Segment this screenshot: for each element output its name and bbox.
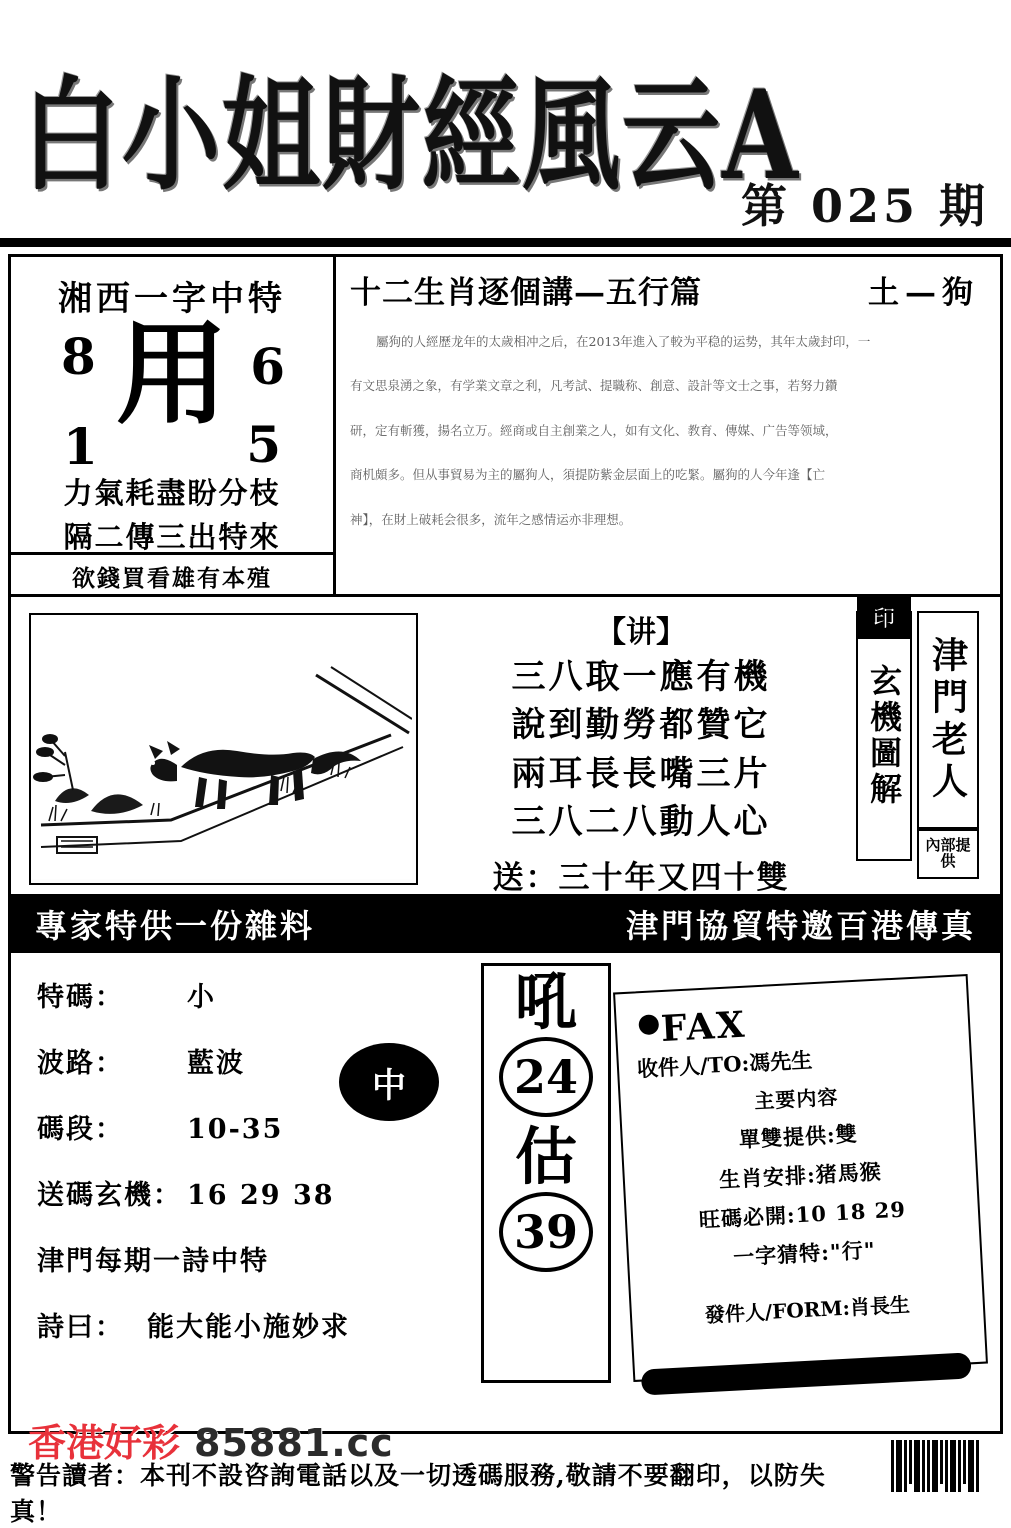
content-frame: [8, 254, 1003, 1434]
list-item: [37, 1239, 467, 1278]
tip-value: 10-35: [187, 1114, 284, 1145]
verse-line: 三八二八動人心: [511, 801, 771, 842]
tip-value: 藍波: [187, 1048, 245, 1079]
fax-title: FAX: [659, 1003, 748, 1051]
watermark-brand: 香港好彩: [28, 1421, 181, 1465]
warning-note: 警告讀者：本刊不設咨詢電話以及一切透碼服務,敬請不要翻印，以防失真！: [10, 1461, 826, 1526]
article-subtitle: 土—狗: [868, 275, 979, 311]
vertical-label-laoren: 津門老人: [917, 611, 979, 829]
fax-line: 一字猜特:"行": [732, 1237, 877, 1270]
fax-line: 旺碼必開:10 18 29: [698, 1196, 907, 1233]
prediction-number-bottom-left: 1: [63, 417, 98, 476]
tip-key: 特碼：: [37, 982, 124, 1013]
internal-supply-badge: 內部提供: [917, 829, 979, 879]
article-section: [336, 257, 1003, 597]
watermark-site: 85881.cc: [194, 1421, 394, 1465]
prediction-number-top-left: 8: [61, 327, 96, 386]
verse-line: 兩耳長長嘴三片: [511, 753, 771, 794]
fax-line: 單雙提供:雙: [738, 1120, 859, 1153]
prediction-title: 湘西一字中特: [58, 279, 286, 319]
tip-key: 津門每期一詩中特: [37, 1246, 269, 1277]
fox-illustration: [31, 615, 412, 879]
verse-send-line: 送：三十年又四十雙: [492, 860, 790, 897]
article-body: [350, 326, 989, 535]
publication-title: 白小姐財經風云A: [22, 64, 801, 208]
column-word-top: 吼: [514, 965, 577, 1038]
issue-number: 第 025 期: [740, 179, 989, 233]
tip-key: 碼段：: [37, 1114, 124, 1145]
banner-right-text: 津門協貿特邀百港傳真: [625, 906, 976, 945]
number-column: [481, 963, 611, 1383]
verse-block: [441, 607, 841, 897]
tip-key: 詩曰：: [37, 1312, 124, 1343]
fax-scroll: [613, 974, 988, 1382]
fax-bullet-icon: [638, 1014, 659, 1035]
watermark: [28, 1412, 394, 1467]
article-title: 十二生肖逐個講—五行篇: [350, 275, 702, 311]
verse-heading: 【讲】: [596, 615, 686, 650]
illustration-frame: [29, 613, 418, 885]
prediction-number-top-right: 6: [250, 337, 285, 396]
tip-value: 能大能小施妙求: [147, 1312, 350, 1343]
article-header: [350, 267, 989, 312]
page-footer: [0, 1421, 1011, 1526]
prediction-box: [11, 257, 336, 597]
tip-value: 16 29 38: [187, 1180, 335, 1211]
seal-stamp-icon: 印: [857, 595, 911, 639]
list-item: [37, 1305, 467, 1344]
column-number-bottom: 39: [499, 1192, 593, 1272]
header-divider: [0, 238, 1011, 247]
column-number-top: 24: [499, 1037, 593, 1117]
article-paragraph: 研，定有斬獲，揚名立万。經商或自主創業之人，如有文化、教育、傳媒、广告等领域，: [350, 422, 838, 438]
banner-left-text: 專家特供一份雜料: [35, 906, 316, 945]
verse-line: 說到勤勞都贊它: [511, 705, 771, 746]
masthead: [0, 0, 1011, 248]
tips-list: [37, 975, 467, 1371]
fax-main-label: 主要内容: [753, 1084, 839, 1114]
prediction-center-character: 用: [116, 309, 228, 440]
prediction-line-1: 力氣耗盡盼分枝: [63, 476, 281, 510]
column-word-bottom: 估: [514, 1120, 577, 1194]
fax-line: 生肖安排:猪馬猴: [718, 1158, 883, 1193]
prediction-footer: 欲錢買看雄有本殖: [11, 552, 333, 597]
article-paragraph: 屬狗的人經歷龙年的太歲相冲之后，在2013年進入了較为平稳的运势，其年太歲封印，一: [376, 334, 871, 349]
emblem-icon: [339, 1043, 439, 1121]
list-item: [37, 975, 467, 1014]
verse-line: 三八取一應有機: [511, 657, 771, 697]
tip-key: 波路：: [37, 1048, 124, 1079]
vertical-label-xuanji: 玄機圖解: [856, 611, 912, 861]
prediction-number-bottom-right: 5: [246, 415, 281, 474]
black-banner: [11, 897, 1000, 953]
prediction-line-2: 隔二傳三出特來: [63, 520, 281, 554]
article-paragraph: 商机頗多。但从事貿易为主的屬狗人，須提防紫金层面上的吃緊。屬狗的人今年逢【亡: [350, 467, 826, 483]
middle-band: [11, 597, 1000, 897]
tip-value: 小: [187, 982, 216, 1013]
article-paragraph: 神】，在財上破耗会很多，流年之感情运亦非理想。: [350, 511, 632, 527]
bottom-panel: [11, 953, 1000, 1431]
barcode: [891, 1440, 1001, 1492]
article-paragraph: 有文思泉湧之象，有学業文章之利，凡考試、提職称、創意、設計等文士之事，若努力鑽: [350, 378, 838, 394]
fax-recipient: 收件人/TO:馮先生: [636, 1047, 813, 1082]
list-item: [37, 1173, 467, 1212]
fax-sender: 發件人/FORM:肖長生: [704, 1292, 911, 1328]
emblem-character: 中: [372, 1065, 406, 1106]
tip-key: 送碼玄機：: [37, 1180, 182, 1211]
